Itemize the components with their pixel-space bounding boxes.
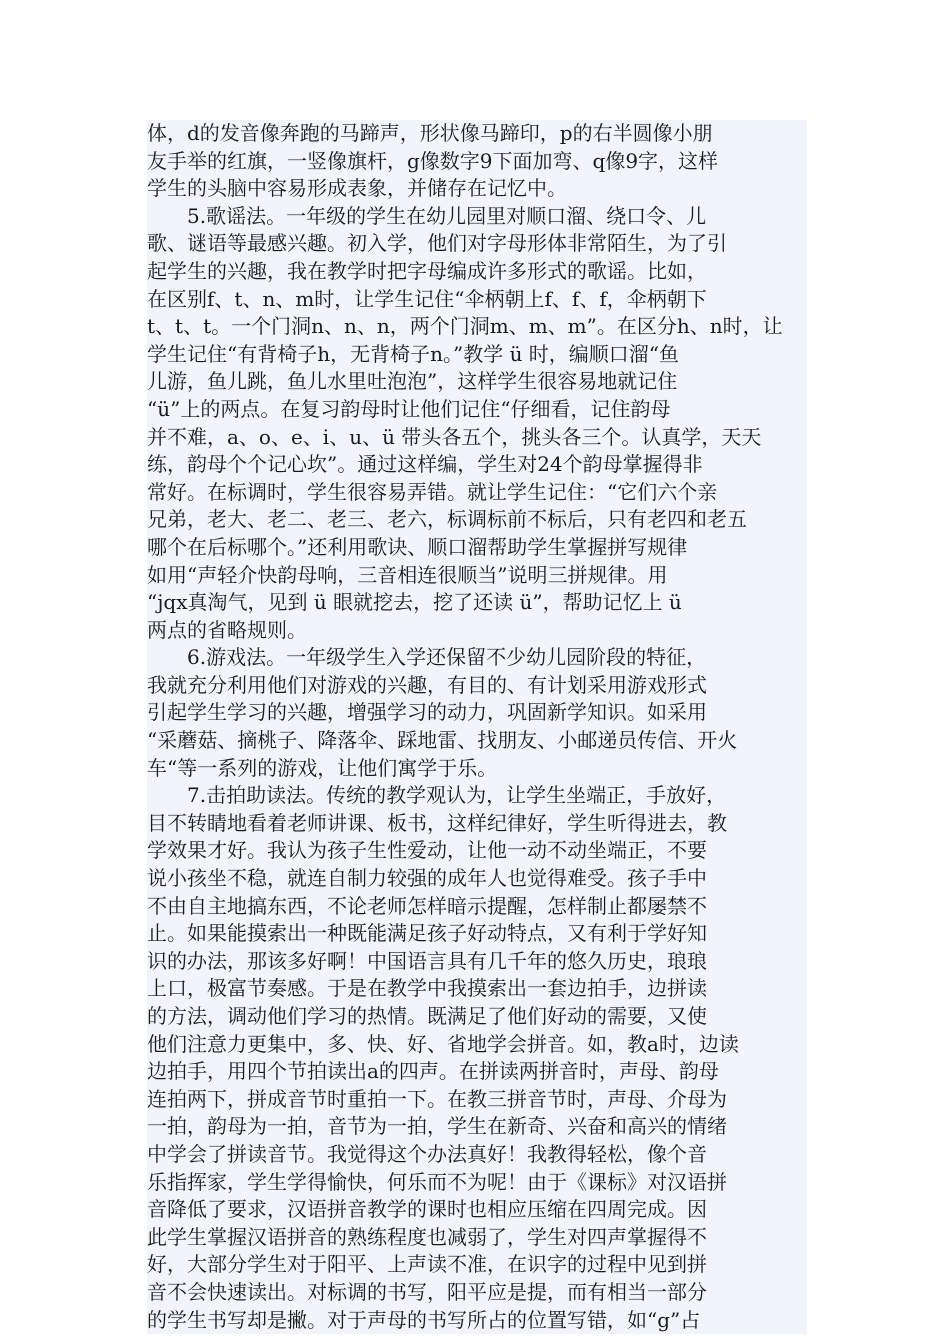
text-line: 起学生的兴趣，我在教学时把字母编成许多形式的歌谣。比如， xyxy=(147,258,707,283)
text-line: 好，大部分学生对于阳平、上声读不准，在识字的过程中见到拼 xyxy=(147,1252,707,1277)
text-line: 儿游，鱼儿跳，鱼儿水里吐泡泡”，这样学生很容易地就记住 xyxy=(147,369,678,394)
text-line: 一拍，韵母为一拍，音节为一拍，学生在新奇、兴奋和高兴的情绪 xyxy=(147,1114,727,1139)
text-line: 上口，极富节奏感。于是在教学中我摸索出一套边拍手，边拼读 xyxy=(147,976,707,1001)
text-line: 学效果才好。我认为孩子生性爱动，让他一动不动坐端正，不要 xyxy=(147,838,707,863)
text-line: 常好。在标调时，学生很容易弄错。就让学生记住：“它们六个亲 xyxy=(147,479,718,504)
text-line: “采蘑菇、摘桃子、降落伞、踩地雷、找朋友、小邮递员传信、开火 xyxy=(147,728,738,753)
text-line: 乐指挥家，学生学得愉快，何乐而不为呢！由于《课标》对汉语拼 xyxy=(147,1169,727,1194)
text-line: 如用“声轻介快韵母响，三音相连很顺当”说明三拼规律。用 xyxy=(147,562,668,587)
text-line: 说小孩坐不稳，就连自制力较强的成年人也觉得难受。孩子手中 xyxy=(147,866,707,891)
text-line: 友手举的红旗，一竖像旗杆，g像数字9下面加弯、q像9字，这样 xyxy=(147,148,719,173)
text-line: 识的办法，那该多好啊！中国语言具有几千年的悠久历史，琅琅 xyxy=(147,948,707,973)
text-line: 他们注意力更集中，多、快、好、省地学会拼音。如，教a时，边读 xyxy=(147,1031,739,1056)
text-line: 边拍手，用四个节拍读出a的四声。在拼读两拼音时，声母、韵母 xyxy=(147,1059,719,1084)
text-line: “jqx真淘气，见到 ü 眼就挖去，挖了还读 ü”，帮助记忆上 ü xyxy=(147,590,682,615)
text-line: 哪个在后标哪个。”还利用歌诀、顺口溜帮助学生掌握拼写规律 xyxy=(147,534,688,559)
text-line: 音降低了要求，汉语拼音教学的课时也相应压缩在四周完成。因 xyxy=(147,1197,707,1222)
text-line: 此学生掌握汉语拼音的熟练程度也减弱了，学生对四声掌握得不 xyxy=(147,1224,707,1249)
text-line: 5.歌谣法。一年级的学生在幼儿园里对顺口溜、绕口令、儿 xyxy=(147,203,707,228)
text-line: 的方法，调动他们学习的热情。既满足了他们好动的需要，又使 xyxy=(147,1004,707,1028)
text-line: 音不会快速读出。对标调的书写，阳平应是提，而有相当一部分 xyxy=(147,1279,707,1304)
text-line: 在区别f、t、n、m时，让学生记住“伞柄朝上f、f、f，伞柄朝下 xyxy=(147,286,707,311)
text-line: 学生的头脑中容易形成表象，并储存在记忆中。 xyxy=(147,176,567,201)
text-line: 6.游戏法。一年级学生入学还保留不少幼儿园阶段的特征， xyxy=(147,645,707,670)
text-line: 体，d的发音像奔跑的马蹄声，形状像马蹄印，p的右半圆像小朋 xyxy=(147,121,713,145)
text-line: 中学会了拼读音节。我觉得这个办法真好！我教得轻松，像个音 xyxy=(147,1141,707,1166)
text-line: 学生记住“有背椅子h，无背椅子n。”教学 ü 时，编顺口溜“鱼 xyxy=(147,341,680,366)
text-line: “ü”上的两点。在复习韵母时让他们记住“仔细看，记住韵母 xyxy=(147,396,671,421)
text-line: 我就充分利用他们对游戏的兴趣，有目的、有计划采用游戏形式 xyxy=(147,672,707,697)
text-line: 连拍两下，拼成音节时重拍一下。在教三拼音节时，声母、介母为 xyxy=(147,1086,727,1111)
body-text xyxy=(147,120,807,1334)
text-line: 目不转睛地看着老师讲课、板书，这样纪律好，学生听得进去，教 xyxy=(147,810,727,835)
text-line: 止。如果能摸索出一种既能满足孩子好动特点，又有利于学好知 xyxy=(147,921,707,946)
text-line: t、t、t。一个门洞n、n、n，两个门洞m、m、m”。在区分h、n时，让 xyxy=(147,314,783,339)
text-line: 并不难，a、o、e、i、u、ü 带头各五个，挑头各三个。认真学，天天 xyxy=(147,424,762,449)
text-line: 歌、谜语等最感兴趣。初入学，他们对字母形体非常陌生，为了引 xyxy=(147,231,727,256)
text-line: 引起学生学习的兴趣，增强学习的动力，巩固新学知识。如采用 xyxy=(147,700,707,725)
text-line: 两点的省略规则。 xyxy=(147,617,307,642)
text-line: 7.击拍助读法。传统的教学观认为，让学生坐端正，手放好， xyxy=(147,783,727,808)
text-line: 的学生书写却是撇。对于声母的书写所占的位置写错，如“g”占 xyxy=(147,1307,701,1332)
text-line: 车“等一系列的游戏，让他们寓学于乐。 xyxy=(147,755,498,780)
text-line: 兄弟，老大、老二、老三、老六，标调标前不标后，只有老四和老五 xyxy=(147,507,747,532)
text-line: 不由自主地搞东西，不论老师怎样暗示提醒，怎样制止都屡禁不 xyxy=(147,893,707,918)
text-line: 练，韵母个个记心坎”。通过这样编，学生对24个韵母掌握得非 xyxy=(147,452,703,477)
